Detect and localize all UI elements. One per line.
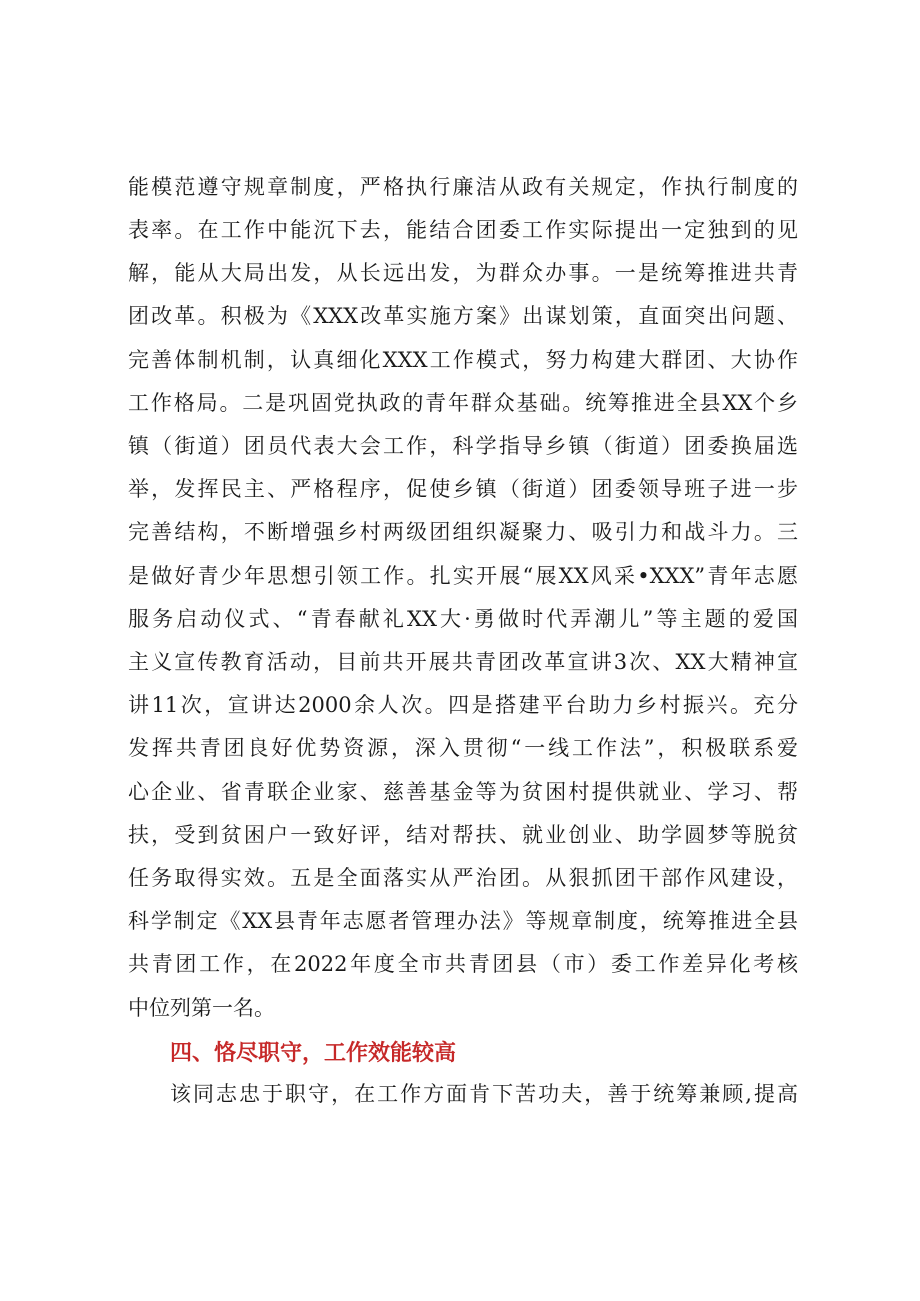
body-text-line: 工作格局。二是巩固党执政的青年群众基础。统筹推进全县XX个乡 bbox=[128, 391, 798, 415]
body-text-line: 表率。在工作中能沉下去，能结合团委工作实际提出一定独到的见 bbox=[128, 218, 798, 242]
body-text-line: 中位列第一名。 bbox=[128, 996, 275, 1020]
body-text-line: 扶，受到贫困户一致好评，结对帮扶、就业创业、助学圆梦等脱贫 bbox=[128, 823, 798, 847]
body-text-line: 解，能从大局出发，从长远出发，为群众办事。一是统筹推进共青 bbox=[128, 261, 798, 285]
body-text-line: 团改革。积极为《XXX改革实施方案》出谋划策，直面突出问题、 bbox=[128, 304, 798, 328]
section-heading: 四、恪尽职守，工作效能较高 bbox=[170, 1041, 457, 1066]
body-text-line: 该同志忠于职守，在工作方面肯下苦功夫，善于统筹兼顾,提高 bbox=[170, 1082, 798, 1106]
body-text-line: 主义宣传教育活动，目前共开展共青团改革宣讲3次、XX大精神宣 bbox=[128, 650, 798, 674]
body-text-line: 完善体制机制，认真细化XXX工作模式，努力构建大群团、大协作 bbox=[128, 348, 798, 372]
body-text-line: 发挥共青团良好优势资源，深入贯彻“一线工作法”，积极联系爱 bbox=[128, 736, 798, 760]
body-text-line: 共青团工作，在2022年度全市共青团县（市）委工作差异化考核 bbox=[128, 952, 798, 976]
body-text-line: 服务启动仪式、“青春献礼XX大·勇做时代弄潮儿”等主题的爱国 bbox=[128, 607, 798, 631]
body-text-line: 镇（街道）团员代表大会工作，科学指导乡镇（街道）团委换届选 bbox=[128, 434, 798, 458]
body-text-line: 任务取得实效。五是全面落实从严治团。从狠抓团干部作风建设， bbox=[128, 866, 798, 890]
body-text-line: 是做好青少年思想引领工作。扎实开展“展XX风采•XXX”青年志愿 bbox=[128, 564, 798, 588]
body-text-line: 科学制定《XX县青年志愿者管理办法》等规章制度，统筹推进全县 bbox=[128, 909, 798, 933]
body-text-line: 举，发挥民主、严格程序，促使乡镇（街道）团委领导班子进一步 bbox=[128, 477, 798, 501]
body-text-line: 完善结构，不断增强乡村两级团组织凝聚力、吸引力和战斗力。三 bbox=[128, 520, 798, 544]
body-text-line: 讲11次，宣讲达2000余人次。四是搭建平台助力乡村振兴。充分 bbox=[128, 693, 798, 717]
body-text-line: 心企业、省青联企业家、慈善基金等为贫困村提供就业、学习、帮 bbox=[128, 780, 798, 804]
body-text-line: 能模范遵守规章制度，严格执行廉洁从政有关规定，作执行制度的 bbox=[128, 175, 798, 199]
